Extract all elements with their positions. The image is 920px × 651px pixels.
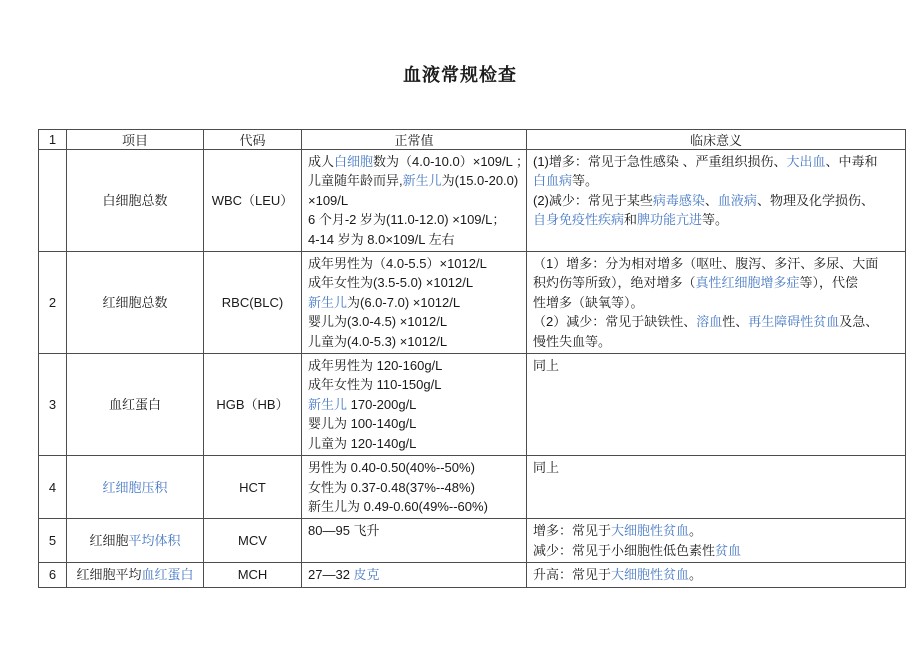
text-segment: 等），代偿 (799, 275, 859, 291)
text-segment: 6 个月-2 岁为(11.0-12.0) ×109/L； (308, 212, 506, 228)
cell-item-name (67, 563, 204, 587)
cell-code: HGB（HB） (204, 354, 302, 456)
text-line (308, 191, 520, 210)
header-cell-code: 代码 (204, 130, 302, 150)
text-segment: 同上 (533, 460, 560, 476)
header-cell-item: 项目 (67, 130, 204, 150)
cell-item-name (67, 456, 204, 519)
text-segment: 27—32 (308, 567, 354, 583)
table-row (39, 150, 906, 252)
text-segment: 、 (704, 192, 718, 208)
table-row (39, 456, 906, 519)
cell-normal-values (302, 150, 527, 252)
linked-term[interactable]: 血液病 (717, 192, 757, 208)
text-line (533, 191, 899, 210)
cell-row-number (39, 150, 67, 252)
text-segment: 婴儿为 100-140g/L (308, 416, 417, 432)
text-line (533, 521, 899, 540)
text-segment: 成年男性为（4.0-5.5）×1012/L (308, 256, 487, 272)
text-segment: 红细胞平均 (76, 567, 142, 583)
text-line (308, 332, 520, 351)
text-line (308, 356, 520, 375)
text-segment: 数为（4.0-10.0）×109/L ； (373, 154, 529, 169)
text-line (533, 332, 899, 351)
text-segment: 升高：常见于 (533, 567, 612, 583)
cell-item-name (67, 252, 204, 354)
text-line (533, 152, 899, 171)
table-header-row (39, 130, 906, 150)
cell-item-name (67, 354, 204, 456)
text-segment: 减少：常见于小细胞性低色素性 (533, 542, 716, 558)
text-segment: 170-200g/L (347, 396, 417, 412)
page-title: 血液常规检查 (403, 65, 517, 85)
text-segment: 。 (689, 567, 703, 583)
cell-item-name (67, 150, 204, 252)
cell-row-number: 3 (39, 354, 67, 456)
text-segment: ×109/L (308, 192, 349, 208)
linked-term[interactable]: 白血病 (533, 173, 573, 189)
text-segment: 儿童为(4.0-5.3) ×1012/L (308, 333, 448, 349)
text-segment: (1)增多：常见于急性感染 、严重组织损伤、 (533, 154, 787, 169)
text-segment: 新生儿为 0.49-0.60(49%--60%) (308, 498, 488, 514)
header-cell-row-number: 1 (39, 130, 67, 150)
linked-term[interactable]: 红细胞压积 (102, 479, 168, 495)
text-segment: 男性为 0.40-0.50(40%--50%) (308, 460, 475, 476)
text-line (533, 171, 899, 190)
text-segment: 等。 (702, 212, 729, 228)
table-row (39, 519, 906, 563)
linked-term[interactable]: 病毒感染 (652, 192, 705, 208)
cell-normal-values (302, 563, 527, 587)
text-line (308, 293, 520, 312)
linked-term[interactable]: 贫血 (715, 542, 742, 558)
text-segment: 儿童为 120-140g/L (308, 435, 417, 451)
text-segment: 及急、 (839, 314, 879, 330)
cell-code: HCT (204, 456, 302, 519)
text-line (308, 478, 520, 497)
text-line (533, 293, 899, 312)
text-segment: 白细胞总数 (102, 192, 168, 208)
cell-code: MCV (204, 519, 302, 563)
text-segment: （2）减少：常见于缺铁性、 (533, 314, 697, 330)
cell-code: WBC（LEU） (204, 150, 302, 252)
table-row (39, 252, 906, 354)
text-line (308, 434, 520, 453)
text-line (533, 273, 899, 292)
text-segment: 。 (689, 523, 703, 539)
header-cell-normal-value: 正常值 (302, 130, 527, 150)
text-segment: 婴儿为(3.0-4.5) ×1012/L (308, 314, 448, 330)
text-line (308, 230, 520, 249)
linked-term[interactable]: 新生儿 (308, 294, 348, 310)
cell-code: RBC(BLC) (204, 252, 302, 354)
text-segment: 积灼伤等所致），绝对增多（ (533, 275, 696, 291)
cell-normal-values (302, 252, 527, 354)
linked-term[interactable]: 白细胞 (334, 154, 374, 169)
text-segment: 性、 (722, 314, 749, 330)
cell-code: MCH (204, 563, 302, 587)
text-line (308, 171, 520, 190)
table-row (39, 563, 906, 587)
header-cell-clinical-significance: 临床意义 (527, 130, 906, 150)
text-segment: 女性为 0.37-0.48(37%--48%) (308, 479, 475, 495)
linked-term[interactable]: 真性红细胞增多症 (695, 275, 800, 291)
linked-term[interactable]: 再生障碍性贫血 (748, 314, 840, 330)
text-line (533, 458, 899, 477)
linked-term[interactable]: 大出血 (786, 154, 826, 169)
cell-clinical-significance (527, 563, 906, 587)
text-segment: 同上 (533, 358, 560, 374)
text-line (308, 312, 520, 331)
cell-normal-values (302, 519, 527, 563)
text-segment: 血红蛋白 (108, 396, 161, 412)
cell-row-number: 5 (39, 519, 67, 563)
cell-normal-values (302, 456, 527, 519)
cell-normal-values (302, 354, 527, 456)
text-line (308, 521, 520, 540)
cell-row-number: 4 (39, 456, 67, 519)
text-segment: 慢性失血等。 (533, 333, 612, 349)
text-line (308, 210, 520, 229)
text-segment: 儿童随年龄而异, (308, 173, 403, 189)
linked-term[interactable]: 血红蛋白 (141, 567, 194, 583)
text-line (533, 312, 899, 331)
text-segment: 增多：常见于 (533, 523, 612, 539)
linked-term[interactable]: 大细胞性贫血 (611, 567, 690, 583)
text-line (308, 375, 520, 394)
text-line (308, 152, 529, 171)
text-segment: 、中毒和 (825, 154, 878, 169)
text-segment: 红细胞总数 (102, 294, 168, 310)
text-segment: 红细胞 (89, 533, 129, 549)
text-segment: 和 (624, 212, 638, 228)
text-segment: 为(15.0-20.0) (441, 173, 519, 189)
text-line (308, 273, 520, 292)
text-segment: （1）增多：分为相对增多（呕吐、腹泻、多汗、多尿、大面 (533, 256, 879, 272)
text-segment: (2)减少：常见于某些 (533, 192, 653, 208)
text-line (533, 541, 899, 560)
cell-clinical-significance (527, 252, 906, 354)
text-segment: 成人 (308, 154, 335, 169)
text-line (308, 497, 520, 516)
linked-term[interactable]: 新生儿 (402, 173, 442, 189)
linked-term[interactable]: 溶血 (696, 314, 723, 330)
text-line (533, 565, 899, 584)
text-line (308, 414, 520, 433)
text-line (308, 565, 520, 584)
text-line (308, 395, 520, 414)
cell-item-name (67, 519, 204, 563)
cell-clinical-significance (527, 354, 906, 456)
text-line (533, 254, 899, 273)
linked-term[interactable]: 脾功能亢进 (637, 212, 703, 228)
linked-term[interactable]: 皮克 (353, 567, 380, 583)
linked-term[interactable]: 大细胞性贫血 (611, 523, 690, 539)
blood-test-table (38, 129, 906, 588)
text-line (533, 356, 899, 375)
cell-row-number: 6 (39, 563, 67, 587)
table-row (39, 354, 906, 456)
linked-term[interactable]: 自身免疫性疾病 (533, 212, 625, 228)
text-segment: 成年男性为 120-160g/L (308, 358, 443, 374)
text-segment: 成年女性为(3.5-5.0) ×1012/L (308, 275, 474, 291)
cell-clinical-significance (527, 150, 906, 252)
text-line (533, 210, 899, 229)
text-segment: 为(6.0-7.0) ×1012/L (347, 294, 461, 310)
linked-term[interactable]: 平均体积 (128, 533, 181, 549)
cell-clinical-significance (527, 519, 906, 563)
text-segment: 4-14 岁为 8.0×109/L 左右 (308, 231, 455, 247)
text-segment: 性增多（缺氧等）。 (533, 294, 644, 310)
text-segment: 等。 (572, 173, 599, 189)
text-line (308, 254, 520, 273)
text-segment: 成年女性为 110-150g/L (308, 377, 442, 393)
text-line (308, 458, 520, 477)
text-segment: 、物理及化学损伤、 (756, 192, 874, 208)
cell-clinical-significance (527, 456, 906, 519)
text-segment: 80—95 飞升 (308, 523, 380, 539)
cell-row-number: 2 (39, 252, 67, 354)
linked-term[interactable]: 新生儿 (308, 396, 348, 412)
